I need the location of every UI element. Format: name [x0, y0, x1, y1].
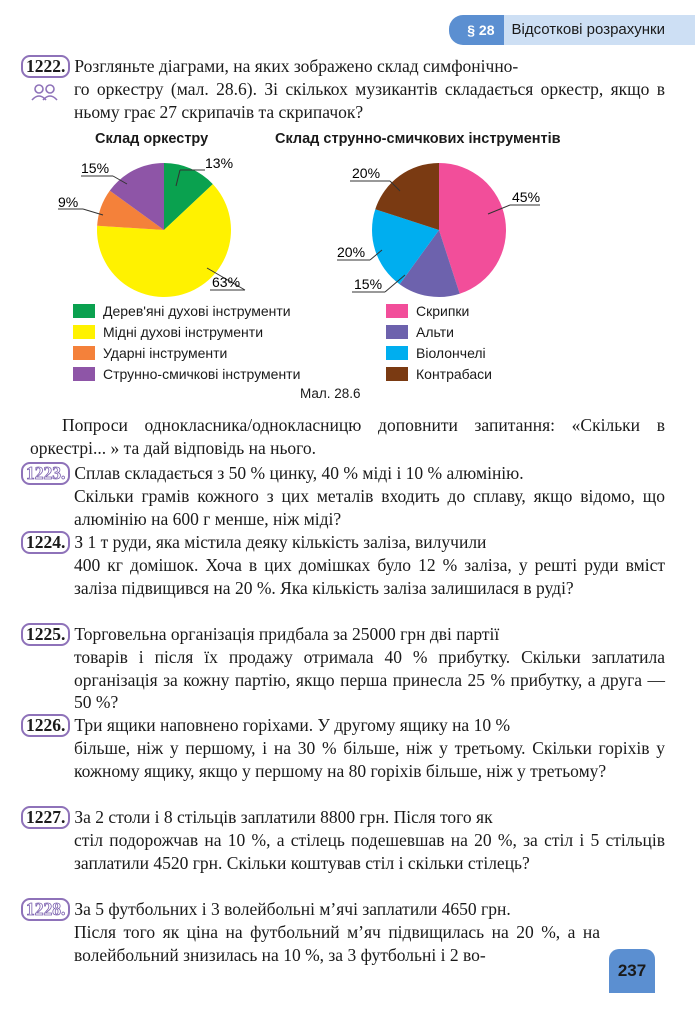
legend-item: Скрипки [386, 300, 492, 321]
task-number: 1224. [21, 531, 70, 554]
legend-strings [386, 300, 492, 384]
label-63: 63% [212, 274, 241, 290]
chart-title-orchestra: Склад оркестру [95, 131, 209, 147]
task-1222 [21, 55, 665, 123]
section-number: § 28 [449, 15, 503, 45]
task-text-first-line: З 1 т руди, яка містила деяку кількість заліза, вилучили [74, 532, 487, 552]
task-number: 1228. [21, 898, 70, 921]
label-15-viola: 15% [354, 276, 383, 292]
task-text: стіл подорожчав на 10 %, а стілець подешевшав на 20 %, за стіл і 5 стільців заплатили 4520 грн. Скільки коштував стіл і скільки стілець? [74, 830, 665, 873]
legend-item: Дерев'яні духові інструменти [73, 300, 300, 321]
task-1227 [21, 806, 665, 874]
task-number: 1226. [21, 714, 70, 737]
legend-swatch [386, 346, 408, 360]
legend-swatch [73, 346, 95, 360]
task-number: 1222. [21, 55, 70, 78]
task-1225 [21, 623, 665, 714]
task-text-first-line: За 5 футбольних і 3 волейбольні м’ячі заплатили 4650 грн. [74, 899, 511, 919]
task-text: Після того як ціна на футбольний м’яч підвищилась на 20 %, а на волейбольний знизилась на 10 %, за 3 футбольні і 2 во- [74, 922, 600, 965]
task-1223 [21, 462, 665, 530]
label-45: 45% [512, 189, 541, 205]
intro-paragraph: Попроси однокласника/однокласницю доповнити запитання: «Скільки в оркестрі... » та дай відповідь на нього. [30, 415, 665, 458]
legend-item: Контрабаси [386, 363, 492, 384]
label-13: 13% [205, 155, 234, 171]
legend-swatch [73, 304, 95, 318]
figure-caption: Мал. 28.6 [300, 386, 361, 401]
legend-orchestra [73, 300, 300, 384]
legend-item: Мідні духові інструменти [73, 321, 300, 342]
legend-swatch [73, 325, 95, 339]
pie-orchestra [97, 163, 231, 297]
legend-item: Віолончелі [386, 342, 492, 363]
task-text: товарів і після їх продажу отримала 40 % прибутку. Скільки заплатила організація за кожну партію, якщо перша принесла 25 % прибутку, а друга — 50 %? [74, 647, 665, 712]
task-text-first-line: Три ящики наповнено горіхами. У другому ящику на 10 % [74, 715, 511, 735]
legend-item: Ударні інструменти [73, 342, 300, 363]
task-1228 [21, 898, 600, 966]
chart-title-strings: Склад струнно-смичкових інструментів [275, 131, 561, 147]
page-number: 237 [609, 949, 655, 993]
task-1224 [21, 531, 665, 599]
legend-swatch [73, 367, 95, 381]
task-text-first-line: Розгляньте діаграми, на яких зображено склад симфонічно- [74, 56, 519, 76]
task-text-first-line: Торговельна організація придбала за 25000 грн дві партії [74, 624, 500, 644]
legend-item: Альти [386, 321, 492, 342]
label-20-cello: 20% [337, 244, 366, 260]
section-header [449, 15, 695, 45]
task-text: го оркестру (мал. 28.6). Зі скількох музикантів складається оркестр, якщо в ньому грає 27 скрипачів та скрипачок? [74, 79, 665, 122]
label-15: 15% [81, 160, 110, 176]
task-text-first-line: За 2 столи і 8 стільців заплатили 8800 грн. Після того як [74, 807, 493, 827]
legend-swatch [386, 304, 408, 318]
task-number: 1227. [21, 806, 70, 829]
legend-item: Струнно-смичкові інструменти [73, 363, 300, 384]
task-number: 1225. [21, 623, 70, 646]
section-title: Відсоткові розрахунки [504, 15, 695, 45]
legend-swatch [386, 367, 408, 381]
task-1226 [21, 714, 665, 782]
legend-swatch [386, 325, 408, 339]
task-text: 400 кг домішок. Хоча в цих домішках було 12 % заліза, у решті руди вміст заліза підвищився на 20 %. Яка кількість заліза залишилася в руді? [74, 555, 665, 598]
task-number: 1223. [21, 462, 70, 485]
label-9: 9% [58, 194, 79, 210]
pair-work-icon [30, 83, 60, 101]
task-text: більше, ніж у першому, і на 30 % більше, ніж у третьому. Скільки горіхів у кожному ящику, якщо у першому на 80 горіхів більше, ніж у третьому? [74, 738, 665, 781]
task-text-first-line: Сплав складається з 50 % цинку, 40 % міді і 10 % алюмінію. [74, 463, 524, 483]
task-text: Скільки грамів кожного з цих металів входить до сплаву, якщо відомо, що алюмінію на 600 г менше, ніж міді? [74, 486, 665, 529]
label-20-contrabass: 20% [352, 165, 381, 181]
